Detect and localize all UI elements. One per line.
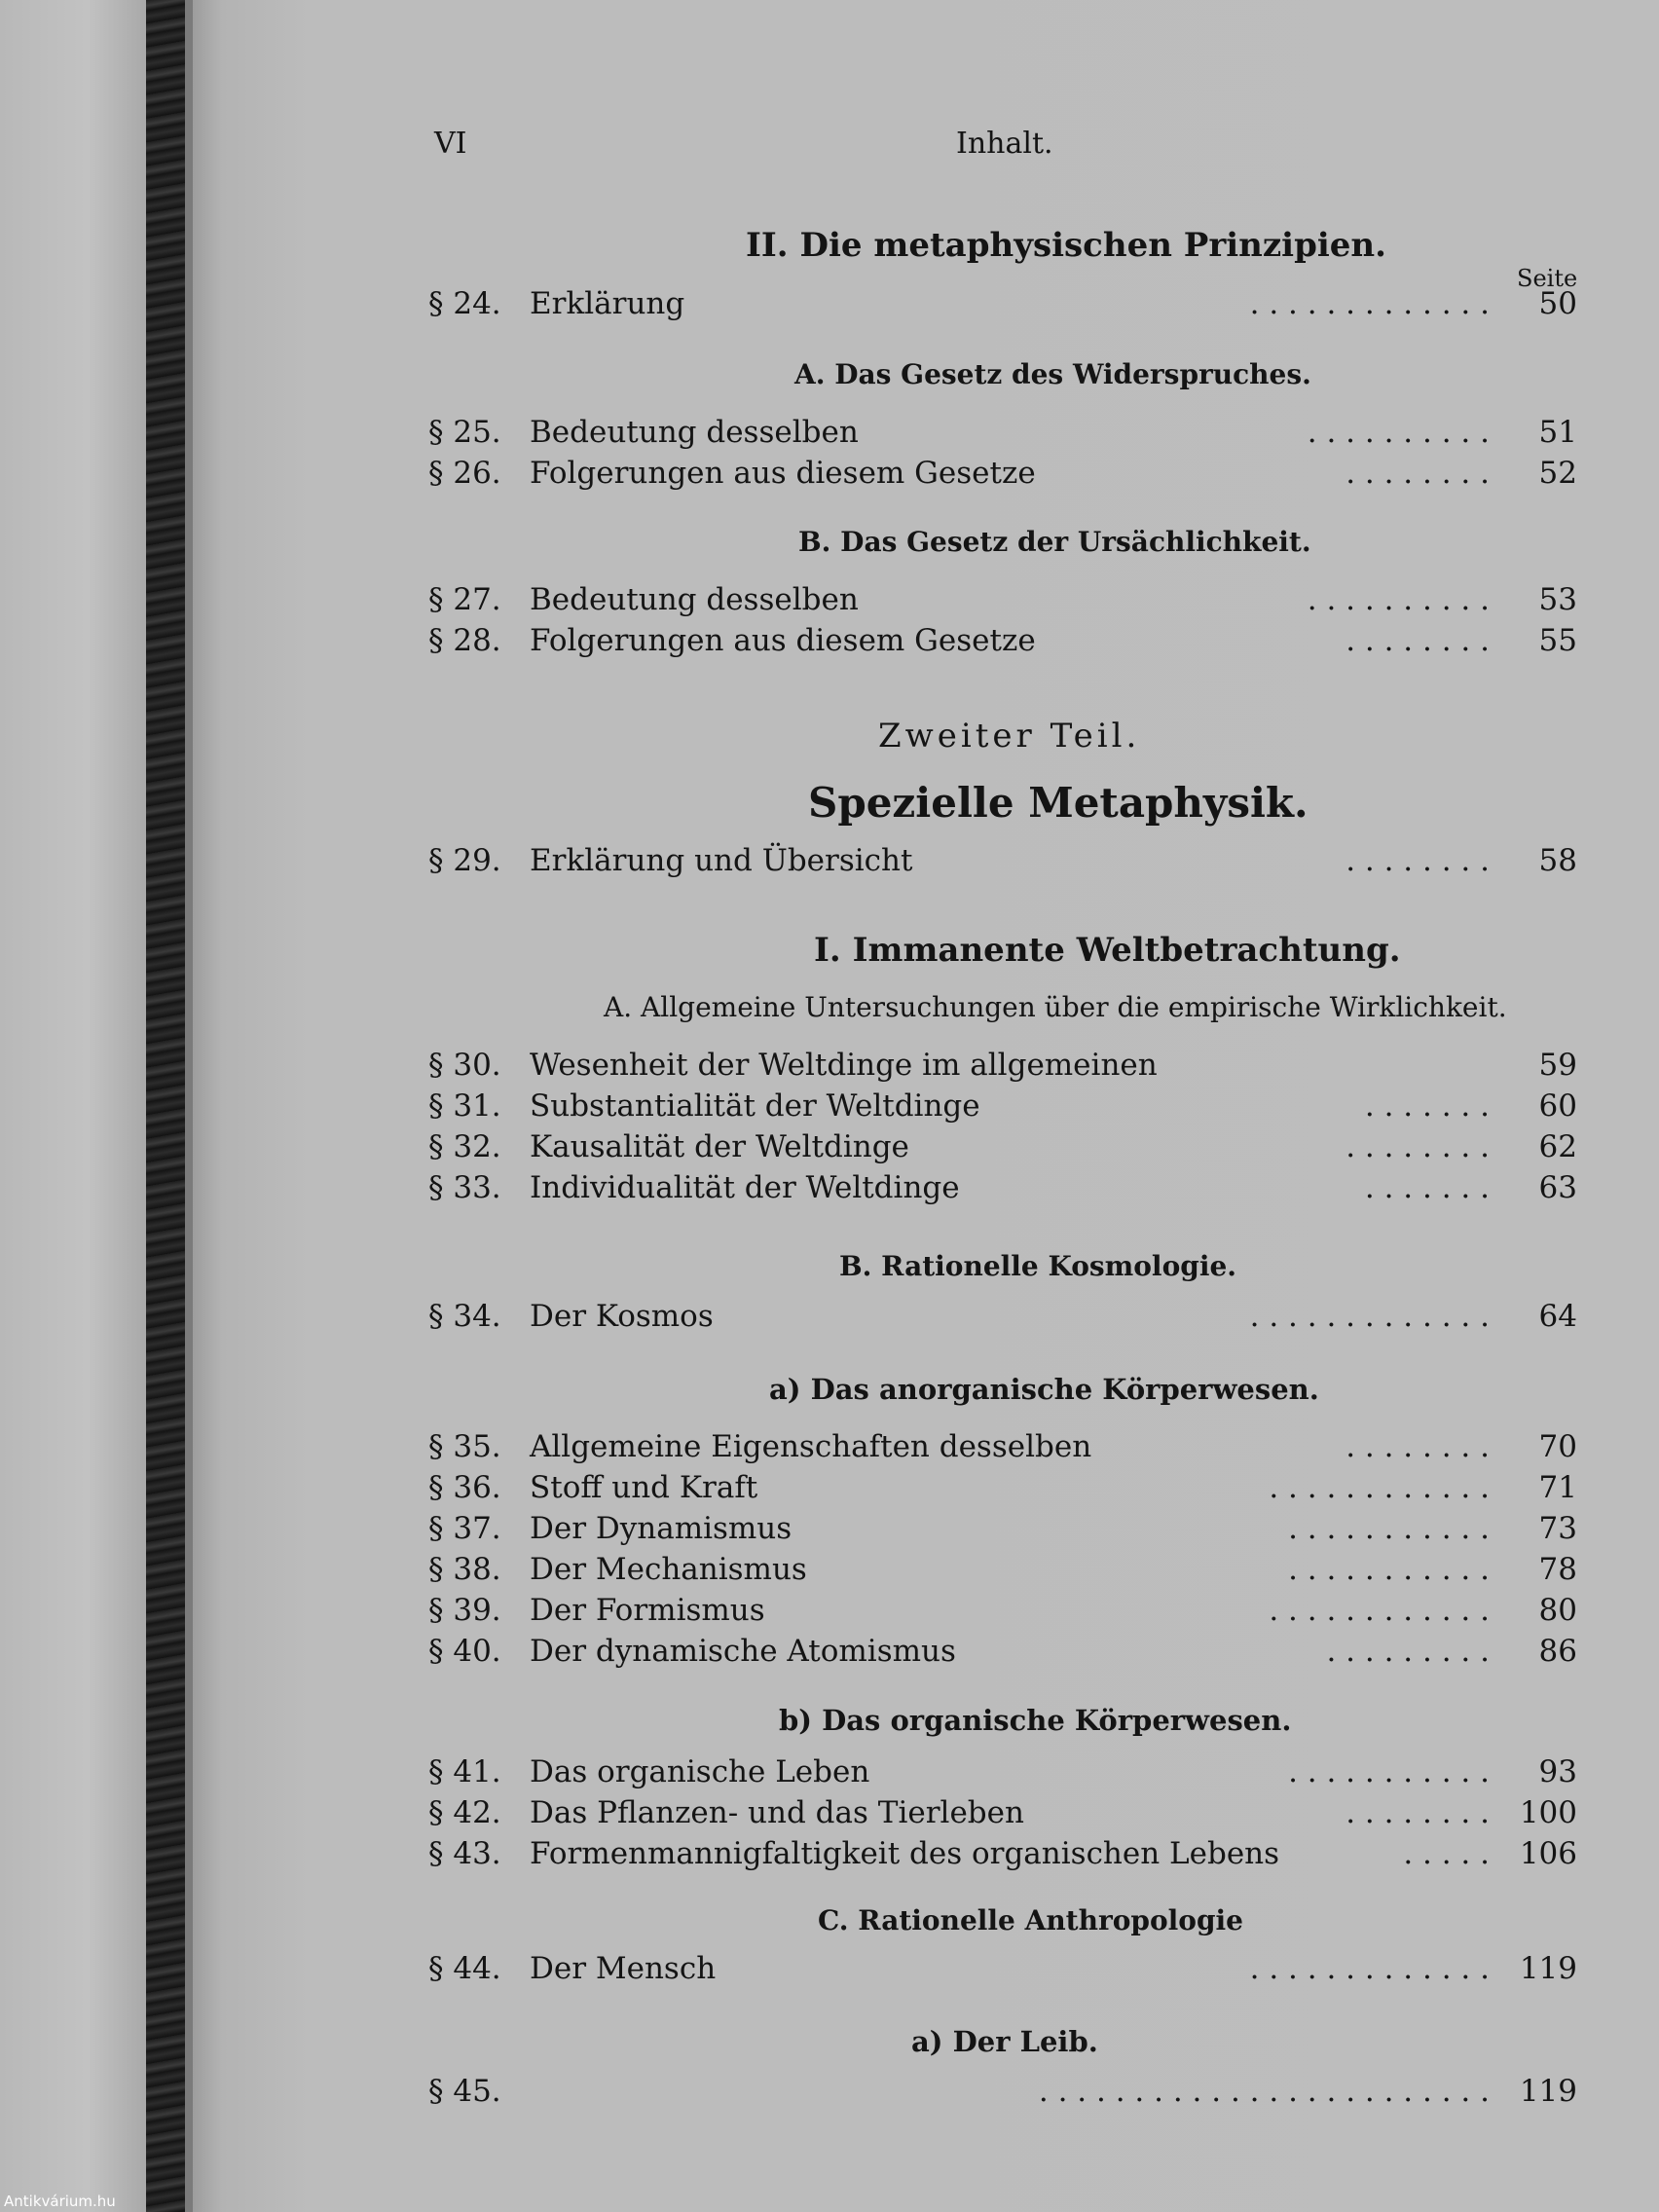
entry-page: 86 xyxy=(1538,1634,1577,1669)
book-spine xyxy=(146,0,185,2212)
entry-number: § 25. xyxy=(428,415,501,450)
entry-number: § 37. xyxy=(428,1511,501,1546)
toc-entry[interactable] xyxy=(428,1299,1577,1338)
entry-page: 60 xyxy=(1538,1088,1577,1124)
leader-dots: . . . . . . . . . . . . . . . . . . . . . . . . xyxy=(1038,2074,1490,2109)
leader-dots: . . . . . . . . xyxy=(1346,843,1490,878)
entry-title: Substantialität der Weltdinge xyxy=(530,1088,980,1124)
leader-dots: . . . . . . . . . . . . xyxy=(1269,1470,1490,1505)
toc-entry[interactable] xyxy=(428,1552,1577,1591)
entry-page: 52 xyxy=(1538,456,1577,491)
subsection-heading: A. Allgemeine Untersuchungen über die empirische Wirklichkeit. xyxy=(604,991,1507,1023)
running-head-title: Inhalt. xyxy=(956,127,1053,161)
entry-page: 106 xyxy=(1519,1836,1577,1871)
entry-title: Der dynamische Atomismus xyxy=(530,1634,956,1669)
toc-entry[interactable] xyxy=(428,415,1577,454)
entry-number: § 36. xyxy=(428,1470,501,1505)
leader-dots: . . . . . . . . . . . . . xyxy=(1249,286,1490,321)
entry-title: Allgemeine Eigenschaften desselben xyxy=(530,1429,1092,1464)
toc-entry[interactable] xyxy=(428,1836,1577,1875)
toc-entry[interactable] xyxy=(428,1429,1577,1468)
section-heading: I. Immanente Weltbetrachtung. xyxy=(814,931,1401,970)
entry-title: Folgerungen aus diesem Gesetze xyxy=(530,623,1036,658)
entry-number: § 32. xyxy=(428,1129,501,1164)
entry-number: § 31. xyxy=(428,1088,501,1124)
entry-page: 50 xyxy=(1538,286,1577,321)
leader-dots: . . . . . . . . . . xyxy=(1307,415,1490,450)
subsection-heading: A. Das Gesetz des Widerspruches. xyxy=(794,358,1311,390)
toc-entry[interactable] xyxy=(428,1470,1577,1509)
entry-number: § 40. xyxy=(428,1634,501,1669)
entry-number: § 44. xyxy=(428,1951,501,1986)
toc-entry[interactable] xyxy=(428,843,1577,882)
entry-title: Das Pflanzen- und das Tierleben xyxy=(530,1795,1024,1830)
subsection-heading: B. Das Gesetz der Ursächlichkeit. xyxy=(798,526,1311,558)
leader-dots: . . . . . . . . . . . xyxy=(1288,1754,1490,1789)
entry-title: Bedeutung desselben xyxy=(530,582,859,617)
entry-title: Folgerungen aus diesem Gesetze xyxy=(530,456,1036,491)
leader-dots: . . . . . . . xyxy=(1364,1088,1490,1124)
entry-number: § 30. xyxy=(428,1048,501,1083)
entry-number: § 39. xyxy=(428,1593,501,1628)
leader-dots: . . . . . . . . . . . . . xyxy=(1249,1299,1490,1334)
subsection-heading: B. Rationelle Kosmologie. xyxy=(839,1250,1237,1282)
toc-entry[interactable] xyxy=(428,623,1577,662)
entry-number: § 43. xyxy=(428,1836,501,1871)
toc-entry[interactable] xyxy=(428,1088,1577,1127)
entry-title: Wesenheit der Weltdinge im allgemeinen xyxy=(530,1048,1158,1083)
leader-dots: . . . . . . . . . . . . xyxy=(1269,1593,1490,1628)
entry-number: § 41. xyxy=(428,1754,501,1789)
entry-title: Der Mechanismus xyxy=(530,1552,807,1587)
entry-page: 119 xyxy=(1519,1951,1577,1986)
entry-title: Formenmannigfaltigkeit des organischen Lebens xyxy=(530,1836,1280,1871)
entry-page: 119 xyxy=(1519,2074,1577,2109)
entry-page: 59 xyxy=(1538,1048,1577,1083)
entry-title: Das organische Leben xyxy=(530,1754,870,1789)
leader-dots: . . . . . . . . xyxy=(1346,1129,1490,1164)
leader-dots: . . . . . . . xyxy=(1364,1170,1490,1205)
leader-dots: . . . . . . . . xyxy=(1346,1795,1490,1830)
entry-number: § 28. xyxy=(428,623,501,658)
toc-entry[interactable] xyxy=(428,2074,1577,2113)
entry-page: 58 xyxy=(1538,843,1577,878)
toc-entry[interactable] xyxy=(428,1129,1577,1168)
leader-dots: . . . . . . . . . . . xyxy=(1288,1511,1490,1546)
entry-page: 71 xyxy=(1538,1470,1577,1505)
entry-title: Der Mensch xyxy=(530,1951,717,1986)
subsection-heading: C. Rationelle Anthropologie xyxy=(818,1904,1243,1936)
entry-page: 80 xyxy=(1538,1593,1577,1628)
entry-page: 93 xyxy=(1538,1754,1577,1789)
toc-entry[interactable] xyxy=(428,1951,1577,1990)
page-edge xyxy=(185,0,193,2212)
leader-dots: . . . . . . . . xyxy=(1346,1429,1490,1464)
toc-entry[interactable] xyxy=(428,286,1577,325)
toc-entry[interactable] xyxy=(428,1511,1577,1550)
part-label: Zweiter Teil. xyxy=(878,717,1141,756)
page-column-label: Seite xyxy=(1517,265,1578,292)
leader-dots: . . . . . . . . xyxy=(1346,456,1490,491)
entry-number: § 33. xyxy=(428,1170,501,1205)
toc-entry[interactable] xyxy=(428,1170,1577,1209)
toc-entry[interactable] xyxy=(428,582,1577,621)
toc-entry[interactable] xyxy=(428,456,1577,495)
entry-title: Der Kosmos xyxy=(530,1299,714,1334)
toc-entry[interactable] xyxy=(428,1048,1577,1087)
toc-entry[interactable] xyxy=(428,1634,1577,1673)
entry-number: § 24. xyxy=(428,286,501,321)
entry-number: § 26. xyxy=(428,456,501,491)
entry-number: § 34. xyxy=(428,1299,501,1334)
entry-page: 55 xyxy=(1538,623,1577,658)
subsection-heading: b) Das organische Körperwesen. xyxy=(779,1704,1292,1737)
leader-dots: . . . . . . . . . xyxy=(1326,1634,1490,1669)
subsection-heading: a) Das anorganische Körperwesen. xyxy=(769,1373,1319,1406)
toc-entry[interactable] xyxy=(428,1593,1577,1632)
entry-title: Erklärung und Übersicht xyxy=(530,843,913,878)
leader-dots: . . . . . . . . . . . xyxy=(1288,1552,1490,1587)
watermark: Antikvárium.hu xyxy=(4,2193,116,2210)
entry-title: Stoff und Kraft xyxy=(530,1470,758,1505)
subsection-heading: a) Der Leib. xyxy=(911,2025,1098,2058)
entry-page: 51 xyxy=(1538,415,1577,450)
entry-title: Individualität der Weltdinge xyxy=(530,1170,960,1205)
entry-page: 78 xyxy=(1538,1552,1577,1587)
background-surface xyxy=(0,0,146,2212)
toc-entry[interactable] xyxy=(428,1754,1577,1793)
entry-title: Der Formismus xyxy=(530,1593,765,1628)
entry-number: § 38. xyxy=(428,1552,501,1587)
entry-page: 64 xyxy=(1538,1299,1577,1334)
section-heading: II. Die metaphysischen Prinzipien. xyxy=(746,226,1386,265)
toc-entry[interactable] xyxy=(428,1795,1577,1834)
leader-dots: . . . . . . . . . . xyxy=(1307,582,1490,617)
entry-title: Der Dynamismus xyxy=(530,1511,793,1546)
entry-page: 100 xyxy=(1519,1795,1577,1830)
entry-title: Kausalität der Weltdinge xyxy=(530,1129,909,1164)
entry-page: 63 xyxy=(1538,1170,1577,1205)
entry-number: § 27. xyxy=(428,582,501,617)
page-number-roman: VI xyxy=(434,127,467,161)
entry-page: 73 xyxy=(1538,1511,1577,1546)
entry-title: Bedeutung desselben xyxy=(530,415,859,450)
leader-dots: . . . . . . . . . . . . . xyxy=(1249,1951,1490,1986)
entry-number: § 42. xyxy=(428,1795,501,1830)
part-title: Spezielle Metaphysik. xyxy=(808,779,1309,827)
leader-dots: . . . . . . . . xyxy=(1346,623,1490,658)
entry-title: Erklärung xyxy=(530,286,685,321)
entry-number: § 45. xyxy=(428,2074,501,2109)
entry-number: § 35. xyxy=(428,1429,501,1464)
entry-page: 62 xyxy=(1538,1129,1577,1164)
entry-page: 53 xyxy=(1538,582,1577,617)
leader-dots: . . . . . xyxy=(1403,1836,1490,1871)
entry-page: 70 xyxy=(1538,1429,1577,1464)
entry-number: § 29. xyxy=(428,843,501,878)
